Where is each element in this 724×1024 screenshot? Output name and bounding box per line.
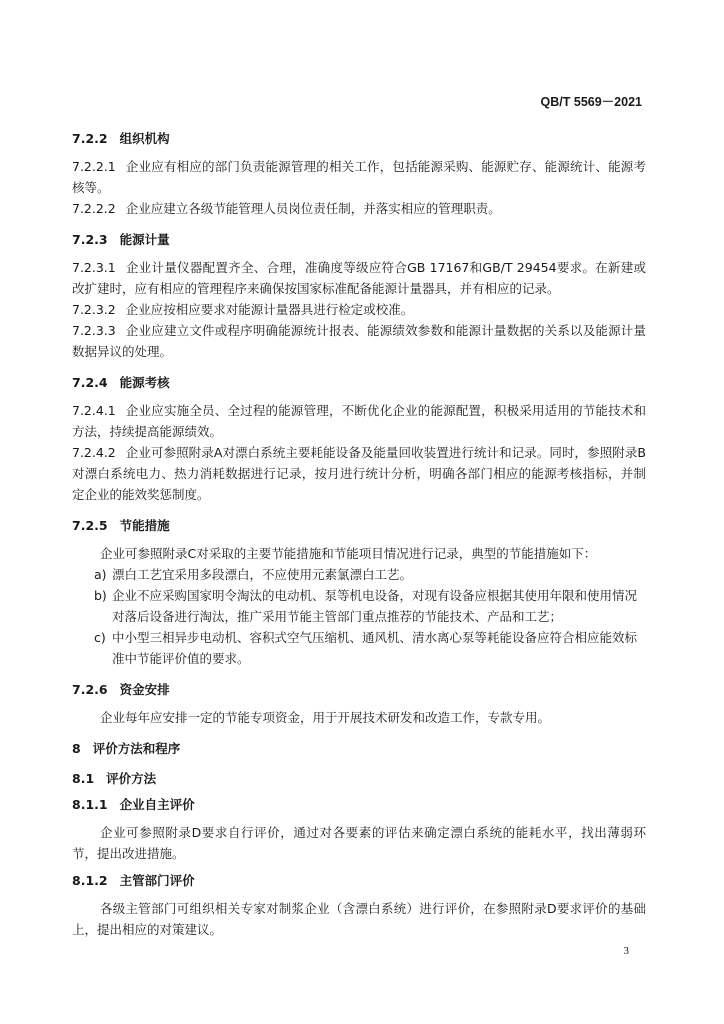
heading-8: 8 评价方法和程序 bbox=[72, 741, 181, 756]
list-item: c) 中小型三相异步电动机、容积式空气压缩机、通风机、清水离心泵等耗能设备应符合相应能效标准中节能评价值的要求。 bbox=[94, 630, 638, 666]
list-item: b) 企业不应采购国家明令淘汰的电动机、泵等机电设备，对现有设备应根据其使用年限和使用情况对落后设备进行淘汰，推广采用节能主管部门重点推荐的节能技术、产品和工艺； bbox=[94, 588, 638, 624]
page-number: 3 bbox=[623, 945, 629, 957]
standard-code: QB/T 5569－2021 bbox=[540, 95, 642, 109]
heading-8-1-2: 8.1.2 主管部门评价 bbox=[72, 873, 195, 888]
paragraph-8-1-1: 企业可参照附录D要求自行评价，通过对各要素的评估来确定漂白系统的能耗水平，找出薄弱环节，提出改进措施。 bbox=[72, 825, 646, 861]
document-body bbox=[72, 130, 646, 940]
heading-7-2-6: 7.2.6 资金安排 bbox=[72, 682, 170, 697]
heading-7-2-5: 7.2.5 节能措施 bbox=[72, 518, 170, 533]
paragraph-7-2-5-intro: 企业可参照附录C对采取的主要节能措施和节能项目情况进行记录，典型的节能措施如下： bbox=[100, 546, 597, 561]
clause-7-2-3-3: 7.2.3.3 企业应建立文件或程序明确能源统计报表、能源绩效参数和能源计量数据的关系以及能源计量数据异议的处理。 bbox=[72, 323, 646, 359]
clause-7-2-2-2: 7.2.2.2 企业应建立各级节能管理人员岗位责任制，并落实相应的管理职责。 bbox=[72, 201, 501, 216]
paragraph-8-1-2: 各级主管部门可组织相关专家对制浆企业（含漂白系统）进行评价，在参照附录D要求评价的基础上，提出相应的对策建议。 bbox=[72, 901, 646, 937]
list-item: a) 漂白工艺宜采用多段漂白，不应使用元素氯漂白工艺。 bbox=[94, 567, 413, 582]
clause-7-2-4-2: 7.2.4.2 企业可参照附录A对漂白系统主要耗能设备及能量回收装置进行统计和记录。同时，参照附录B对漂白系统电力、热力消耗数据进行记录，按月进行统计分析，明确各部门相应的能源考核指标，并制定企业的能效奖惩制度。 bbox=[72, 445, 646, 502]
heading-8-1: 8.1 评价方法 bbox=[72, 771, 157, 786]
heading-7-2-2: 7.2.2 组织机构 bbox=[72, 131, 170, 146]
clause-7-2-3-1: 7.2.3.1 企业计量仪器配置齐全、合理，准确度等级应符合GB 17167和GB/T 29454要求。在新建或改扩建时，应有相应的管理程序来确保按国家标准配备能源计量器具，并有相应的记录。 bbox=[72, 260, 646, 296]
clause-7-2-3-2: 7.2.3.2 企业应按相应要求对能源计量器具进行检定或校准。 bbox=[72, 302, 414, 317]
heading-7-2-3: 7.2.3 能源计量 bbox=[72, 232, 170, 247]
clause-7-2-4-1: 7.2.4.1 企业应实施全员、全过程的能源管理，不断优化企业的能源配置，积极采用适用的节能技术和方法，持续提高能源绩效。 bbox=[72, 403, 646, 439]
heading-8-1-1: 8.1.1 企业自主评价 bbox=[72, 797, 195, 812]
heading-7-2-4: 7.2.4 能源考核 bbox=[72, 375, 170, 390]
paragraph-7-2-6: 企业每年应安排一定的节能专项资金，用于开展技术研发和改造工作，专款专用。 bbox=[100, 710, 551, 725]
clause-7-2-2-1: 7.2.2.1 企业应有相应的部门负责能源管理的相关工作，包括能源采购、能源贮存、能源统计、能源考核等。 bbox=[72, 159, 646, 195]
